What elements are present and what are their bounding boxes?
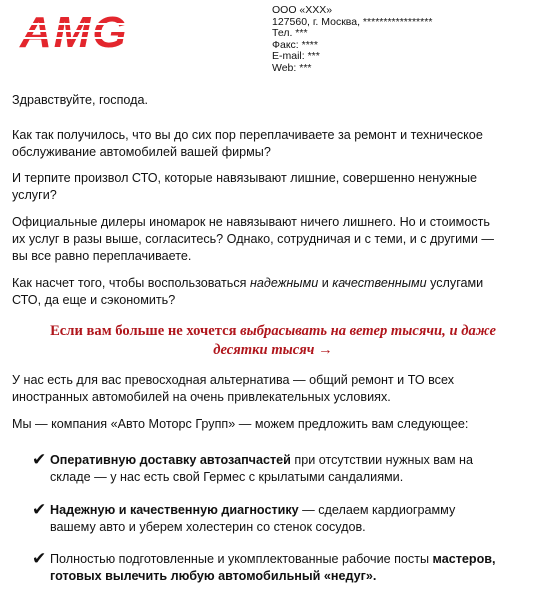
paragraph-1: Как так получилось, что вы до сих пор переплачиваете за ремонт и техническое обслуживание автомобилей вашей фирмы?: [12, 128, 483, 159]
company-email: E-mail: ***: [272, 50, 320, 63]
checkmark-icon: ✔: [32, 500, 47, 520]
highlight-callout: Если вам больше не хочется выбрасывать на ветер тысячи, и даже десятки тысяч →: [50, 323, 496, 358]
company-address: 127560, г. Москва, *****************: [272, 15, 433, 28]
offer-text: Надежную и качественную диагностику — сделаем кардиограмму вашему авто и уберем холестерин со стенок сосудов.: [50, 503, 456, 534]
paragraph-4: Как насчет того, чтобы воспользоваться надежными и качественными услугами СТО, да еще и сэкономить?: [12, 276, 484, 307]
paragraph-5: У нас есть для вас превосходная альтернатива — общий ремонт и ТО всех иностранных автомобилей на очень привлекательных условиях.: [12, 373, 454, 404]
company-contacts: [272, 5, 432, 75]
greeting: Здравствуйте, господа.: [12, 93, 148, 107]
company-fax: Факс: ****: [272, 38, 318, 51]
arrow-right-icon: →: [318, 342, 333, 358]
checkmark-icon: ✔: [32, 450, 47, 470]
amg-logo: [18, 10, 198, 50]
paragraph-2: И терпите произвол СТО, которые навязывают лишние, совершенно ненужные услуги?: [12, 171, 478, 202]
offer-text: Оперативную доставку автозапчастей при отсутствии нужных вам на складе — у нас есть свой Гермес с крылатыми сандалиями.: [50, 453, 473, 484]
checkmark-icon: ✔: [32, 549, 47, 569]
offer-text: Полностью подготовленные и укомплектованные рабочие посты мастеров, готовых вылечить любую автомобильный «недуг».: [50, 552, 496, 583]
company-name: ООО «XXX»: [272, 4, 333, 16]
company-phone: Тел. ***: [272, 27, 308, 40]
paragraph-6: Мы — компания «Авто Моторс Групп» — можем предложить вам следующее:: [12, 417, 469, 431]
company-web: Web: ***: [272, 61, 312, 74]
paragraph-3: Официальные дилеры иномарок не навязывают ничего лишнего. Но и стоимость их услуг в разы выше, согласитесь? Однако, сотрудничая и с теми, и с другими — вы все равно переплачиваете.: [12, 215, 494, 263]
